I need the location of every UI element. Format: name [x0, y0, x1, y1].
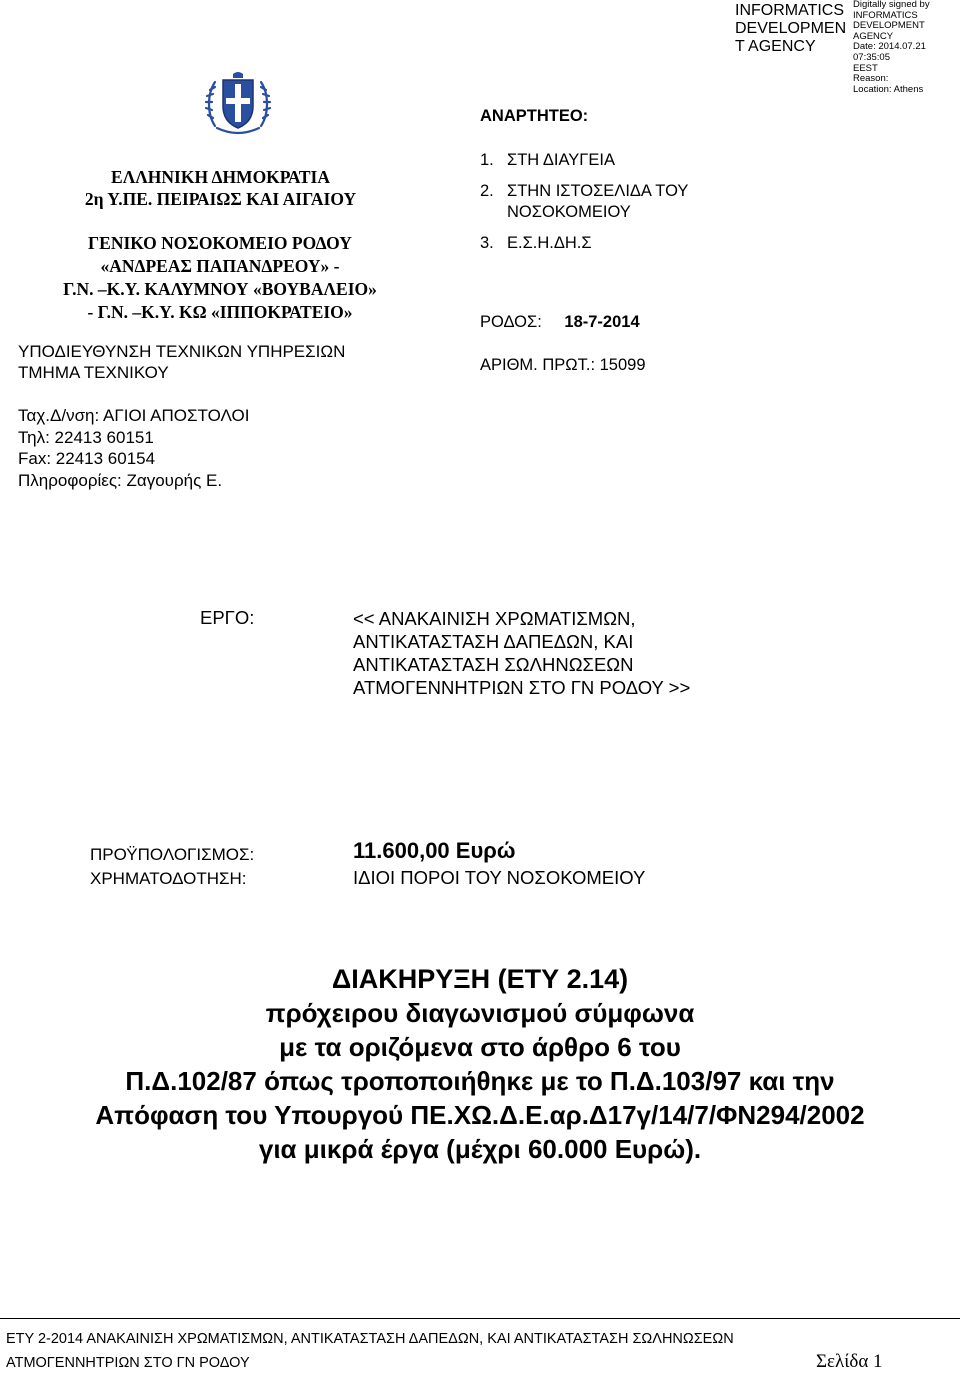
announcement-title: ΔΙΑΚΗΡΥΞΗ (ΕΤΥ 2.14)	[331, 964, 629, 994]
posting-list	[480, 150, 688, 254]
funding-value: ΙΔΙΟΙ ΠΟΡΟΙ ΤΟΥ ΝΟΣΟΚΟΜΕΙΟΥ	[353, 867, 646, 888]
header-country: ΕΛΛΗΝΙΚΗ ΔΗΜΟΚΡΑΤΙΑ	[111, 167, 330, 187]
announcement-line: με τα οριζόμενα στο άρθρο 6 του	[279, 1032, 681, 1062]
posting-item-text	[507, 181, 688, 223]
footer-divider	[0, 1318, 960, 1319]
contact-block	[18, 405, 249, 491]
footer-line-1: ΕΤΥ 2-2014 ΑΝΑΚΑΙΝΙΣΗ ΧΡΩΜΑΤΙΣΜΩΝ, ΑΝΤΙΚΑΤΑΣΤΑΣΗ ΔΑΠΕΔΩΝ, ΚΑΙ ΑΝΤΙΚΑΤΑΣΤΑΣΗ ΣΩΛΗΝΩΣΕΩΝ	[6, 1331, 734, 1347]
signature-detail-line: INFORMATICS	[853, 9, 918, 21]
signature-detail-line: Digitally signed by	[853, 0, 930, 10]
contact-phone: Τηλ: 22413 60151	[18, 427, 154, 447]
announcement-line: Απόφαση του Υπουργού ΠΕ.ΧΩ.Δ.Ε.αρ.Δ17γ/14/7/ΦΝ294/2002	[95, 1100, 865, 1130]
announcement-line: Π.Δ.102/87 όπως τροποποιήθηκε με το Π.Δ.103/97 και την	[125, 1066, 835, 1096]
signature-name-line: INFORMATICS	[735, 2, 845, 19]
funding-label: ΧΡΗΜΑΤΟΔΟΤΗΣΗ:	[90, 869, 247, 888]
posting-item-text: ΣΤΗ ΔΙΑΥΓΕΙΑ	[507, 151, 615, 169]
posting-item-text: Ε.Σ.Η.ΔΗ.Σ	[507, 234, 592, 252]
announcement-line: πρόχειρου διαγωνισμού σύμφωνα	[265, 998, 695, 1028]
signature-signer-name	[735, 2, 846, 56]
header-region: 2η Υ.ΠΕ. ΠΕΙΡΑΙΩΣ ΚΑΙ ΑΙΓΑΙΟΥ	[84, 189, 357, 209]
budget-value: 11.600,00 Ευρώ	[353, 838, 516, 863]
signature-detail-line: Reason:	[853, 73, 889, 85]
contact-address: Ταχ.Δ/νση: ΑΓΙΟΙ ΑΠΟΣΤΟΛΟΙ	[18, 406, 250, 425]
header-hospital-block	[40, 232, 400, 324]
announcement	[0, 962, 960, 1166]
posting-item-num: 1.	[480, 151, 494, 169]
budget-labels	[90, 843, 254, 891]
signature-detail-line: Date: 2014.07.21 07:35:05	[853, 41, 926, 63]
posting-item-line: ΝΟΣΟΚΟΜΕΙΟΥ	[507, 203, 631, 221]
header-org-block	[58, 166, 383, 210]
contact-fax: Fax: 22413 60154	[18, 449, 156, 468]
project-line: ΑΤΜΟΓΕΝΝΗΤΡΙΩΝ ΣΤΟ ΓΝ ΡΟΔΟΥ >>	[353, 677, 691, 698]
header-department-block	[18, 341, 345, 383]
posting-item	[480, 150, 688, 171]
hospital-line: Γ.Ν. –Κ.Υ. ΚΑΛΥΜΝΟΥ «ΒΟΥΒΑΛΕΙΟ»	[63, 279, 377, 299]
page-number: Σελίδα 1	[816, 1351, 883, 1372]
posting-item-line: ΣΤΗΝ ΙΣΤΟΣΕΛΙΔΑ ΤΟΥ	[507, 182, 689, 200]
header-directorate: ΥΠΟΔΙΕΥΘΥΝΣΗ ΤΕΧΝΙΚΩΝ ΥΠΗΡΕΣΙΩΝ	[18, 342, 346, 361]
budget-label: ΠΡΟΫΠΟΛΟΓΙΣΜΟΣ:	[90, 845, 255, 864]
posting-item	[480, 181, 688, 223]
project-title	[353, 607, 690, 699]
posting-item-num: 3.	[480, 234, 494, 252]
project-line: << ΑΝΑΚΑΙΝΙΣΗ ΧΡΩΜΑΤΙΣΜΩΝ,	[353, 608, 636, 629]
signature-name-line: DEVELOPMEN	[735, 20, 847, 37]
posting-date	[480, 313, 640, 332]
signature-detail-line: EEST	[853, 62, 878, 74]
posting-item	[480, 233, 688, 254]
announcement-line: για μικρά έργα (μέχρι 60.000 Ευρώ).	[258, 1134, 702, 1164]
footer-line-2: ΑΤΜΟΓΕΝΝΗΤΡΙΩΝ ΣΤΟ ΓΝ ΡΟΔΟΥ	[6, 1355, 250, 1371]
date-label: ΡΟΔΟΣ:	[480, 313, 542, 331]
hospital-line: ΓΕΝΙΚΟ ΝΟΣΟΚΟΜΕΙΟ ΡΟΔΟΥ	[88, 233, 352, 253]
protocol-number: ΑΡΙΘΜ. ΠΡΩΤ.: 15099	[480, 356, 646, 374]
hospital-line: «ΑΝΔΡΕΑΣ ΠΑΠΑΝΔΡΕΟΥ» -	[100, 256, 340, 276]
signature-details	[853, 0, 960, 95]
header-department: ΤΜΗΜΑ ΤΕΧΝΙΚΟΥ	[18, 363, 169, 382]
contact-info: Πληροφορίες: Ζαγουρής Ε.	[18, 470, 223, 490]
date-value: 18-7-2014	[564, 313, 640, 331]
project-line: ΑΝΤΙΚΑΤΑΣΤΑΣΗ ΣΩΛΗΝΩΣΕΩΝ	[353, 654, 634, 675]
signature-detail-line: Location: Athens	[853, 83, 924, 95]
posting-item-num: 2.	[480, 182, 494, 200]
project-label: ΕΡΓΟ:	[200, 607, 255, 628]
coat-of-arms-icon	[203, 66, 273, 142]
project-line: ΑΝΤΙΚΑΤΑΣΤΑΣΗ ΔΑΠΕΔΩΝ, ΚΑΙ	[353, 631, 634, 652]
signature-name-line: T AGENCY	[735, 38, 816, 55]
hospital-line: - Γ.Ν. –Κ.Υ. ΚΩ «ΙΠΠΟΚΡΑΤΕΙΟ»	[87, 302, 353, 322]
signature-detail-line: DEVELOPMENT AGENCY	[853, 20, 925, 42]
posting-title: ΑΝΑΡΤΗΤΕΟ:	[480, 107, 589, 125]
